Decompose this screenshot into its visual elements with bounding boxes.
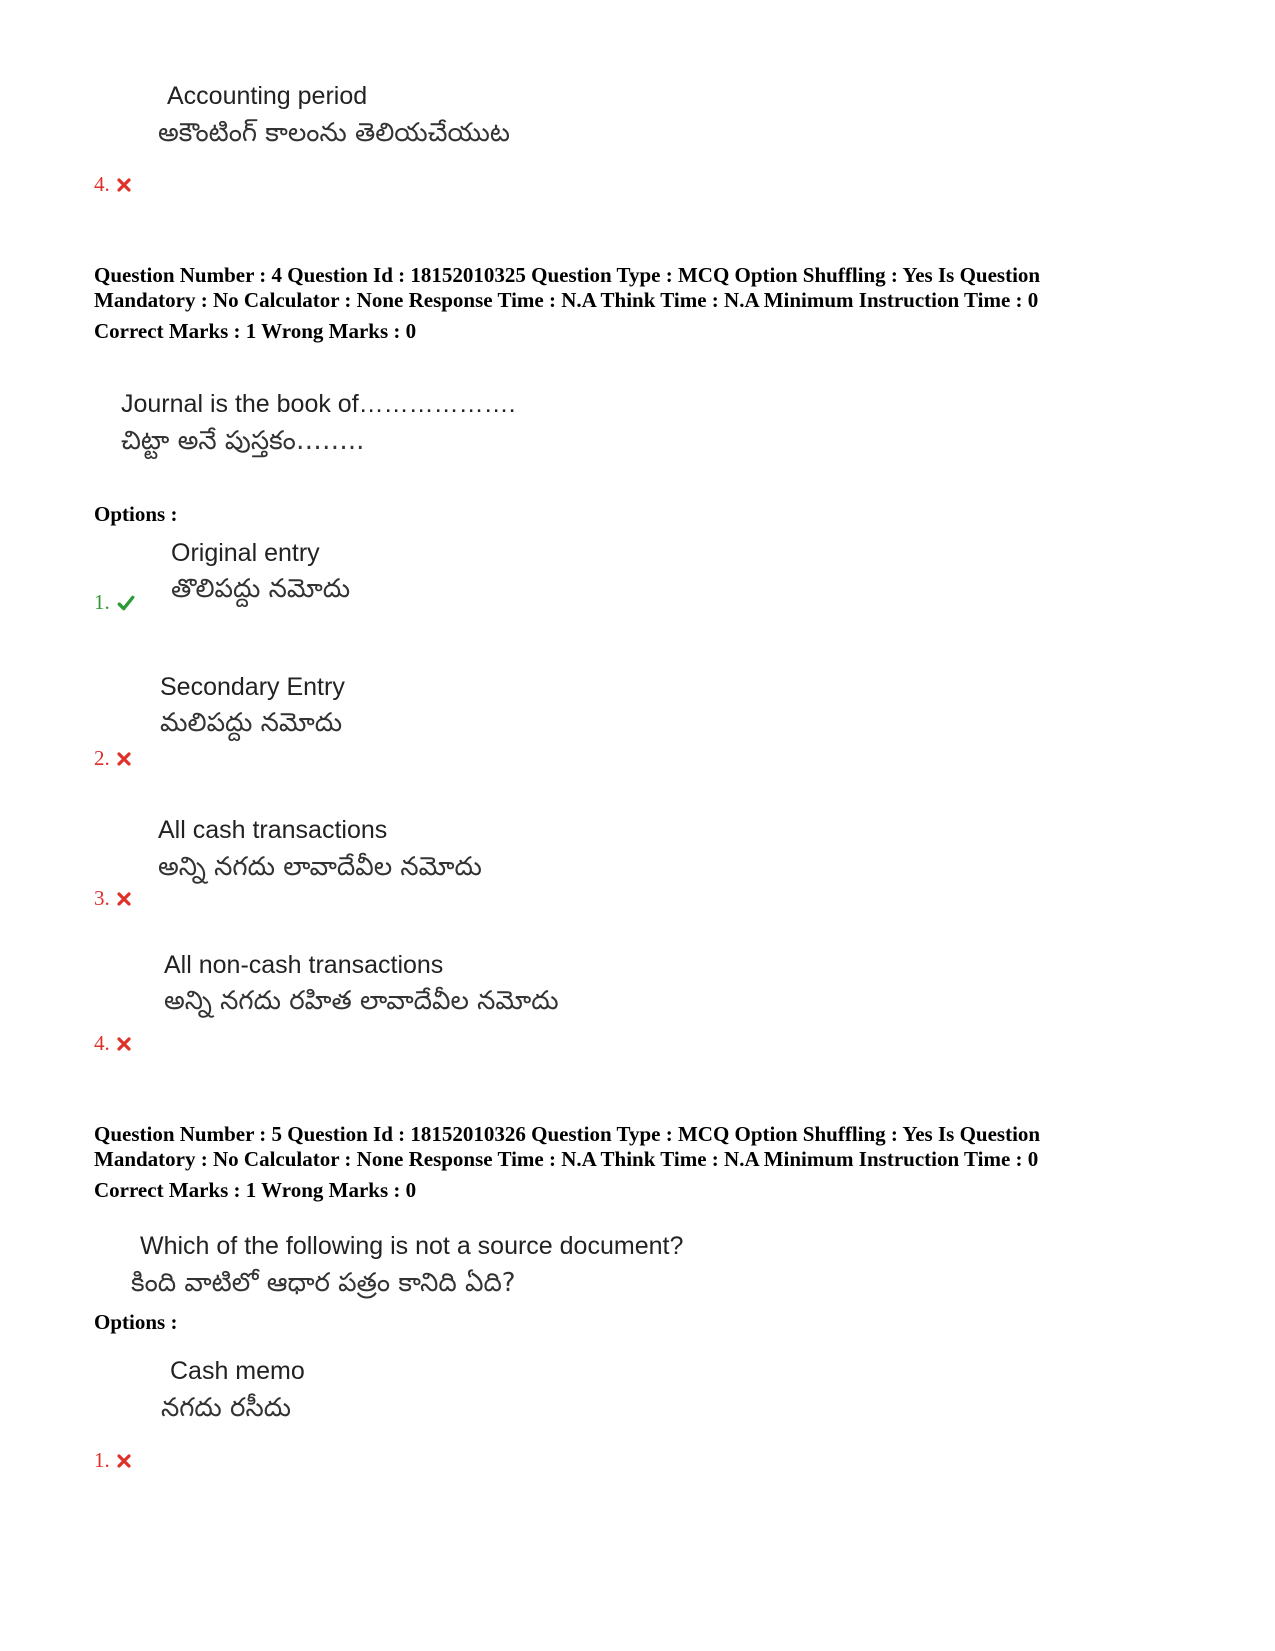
- check-icon: [116, 594, 136, 612]
- cross-icon: [116, 751, 132, 767]
- option-number: 4.: [94, 172, 110, 196]
- question-4-meta-line1: Question Number : 4 Question Id : 18152010325 Question Type : MCQ Option Shuffling : Yes Is Question: [94, 263, 1041, 287]
- q4-option-4-number: [94, 1031, 132, 1056]
- prev-option-4-number: [94, 172, 132, 197]
- option-number: 4.: [94, 1031, 110, 1055]
- q4-option-2-english: Secondary Entry: [160, 673, 345, 701]
- question-5-meta-line2: Mandatory : No Calculator : None Response Time : N.A Think Time : N.A Minimum Instruction Time : 0: [94, 1147, 1039, 1171]
- option-number: 3.: [94, 886, 110, 910]
- option-number: 1.: [94, 590, 110, 614]
- q5-option-1-number: [94, 1448, 132, 1473]
- question-4-marks: Correct Marks : 1 Wrong Marks : 0: [94, 319, 417, 343]
- question-4-meta-line2: Mandatory : No Calculator : None Response Time : N.A Think Time : N.A Minimum Instruction Time : 0: [94, 288, 1039, 312]
- question-5-text-telugu: కింది వాటిలో ఆధార పత్రం కానిది ఏది?: [131, 1268, 516, 1298]
- option-number: 1.: [94, 1448, 110, 1472]
- question-4-text-english: Journal is the book of……………….: [121, 390, 516, 418]
- q4-option-4-english: All non-cash transactions: [164, 951, 444, 979]
- q4-option-4-telugu: అన్ని నగదు రహిత లావాదేవీల నమోదు: [164, 986, 559, 1016]
- q4-option-2-telugu: మలిపద్దు నమోదు: [160, 708, 343, 738]
- q5-option-1-telugu: నగదు రసీదు: [161, 1393, 292, 1423]
- q4-option-2-number: [94, 746, 132, 771]
- cross-icon: [116, 177, 132, 193]
- prev-option-4-telugu: అకౌంటింగ్ కాలంను తెలియచేయుట: [158, 118, 510, 148]
- cross-icon: [116, 1453, 132, 1469]
- q4-option-3-number: [94, 886, 132, 911]
- prev-option-4-english: Accounting period: [167, 82, 368, 110]
- q5-option-1-english: Cash memo: [170, 1357, 305, 1385]
- q4-option-1-telugu: తొలిపద్దు నమోదు: [171, 574, 351, 604]
- q4-option-3-telugu: అన్ని నగదు లావాదేవీల నమోదు: [158, 852, 482, 882]
- cross-icon: [116, 891, 132, 907]
- question-4-options-label: Options :: [94, 502, 178, 526]
- q4-option-1-english: Original entry: [171, 539, 320, 567]
- question-5-text-english: Which of the following is not a source document?: [140, 1232, 684, 1260]
- q4-option-1-number: [94, 590, 136, 615]
- cross-icon: [116, 1036, 132, 1052]
- q4-option-3-english: All cash transactions: [158, 816, 388, 844]
- question-5-options-label: Options :: [94, 1310, 178, 1334]
- question-4-text-telugu: చిట్టా అనే పుస్తకం……..: [121, 426, 365, 456]
- option-number: 2.: [94, 746, 110, 770]
- question-5-meta-line1: Question Number : 5 Question Id : 18152010326 Question Type : MCQ Option Shuffling : Yes Is Question: [94, 1122, 1041, 1146]
- question-5-marks: Correct Marks : 1 Wrong Marks : 0: [94, 1178, 417, 1202]
